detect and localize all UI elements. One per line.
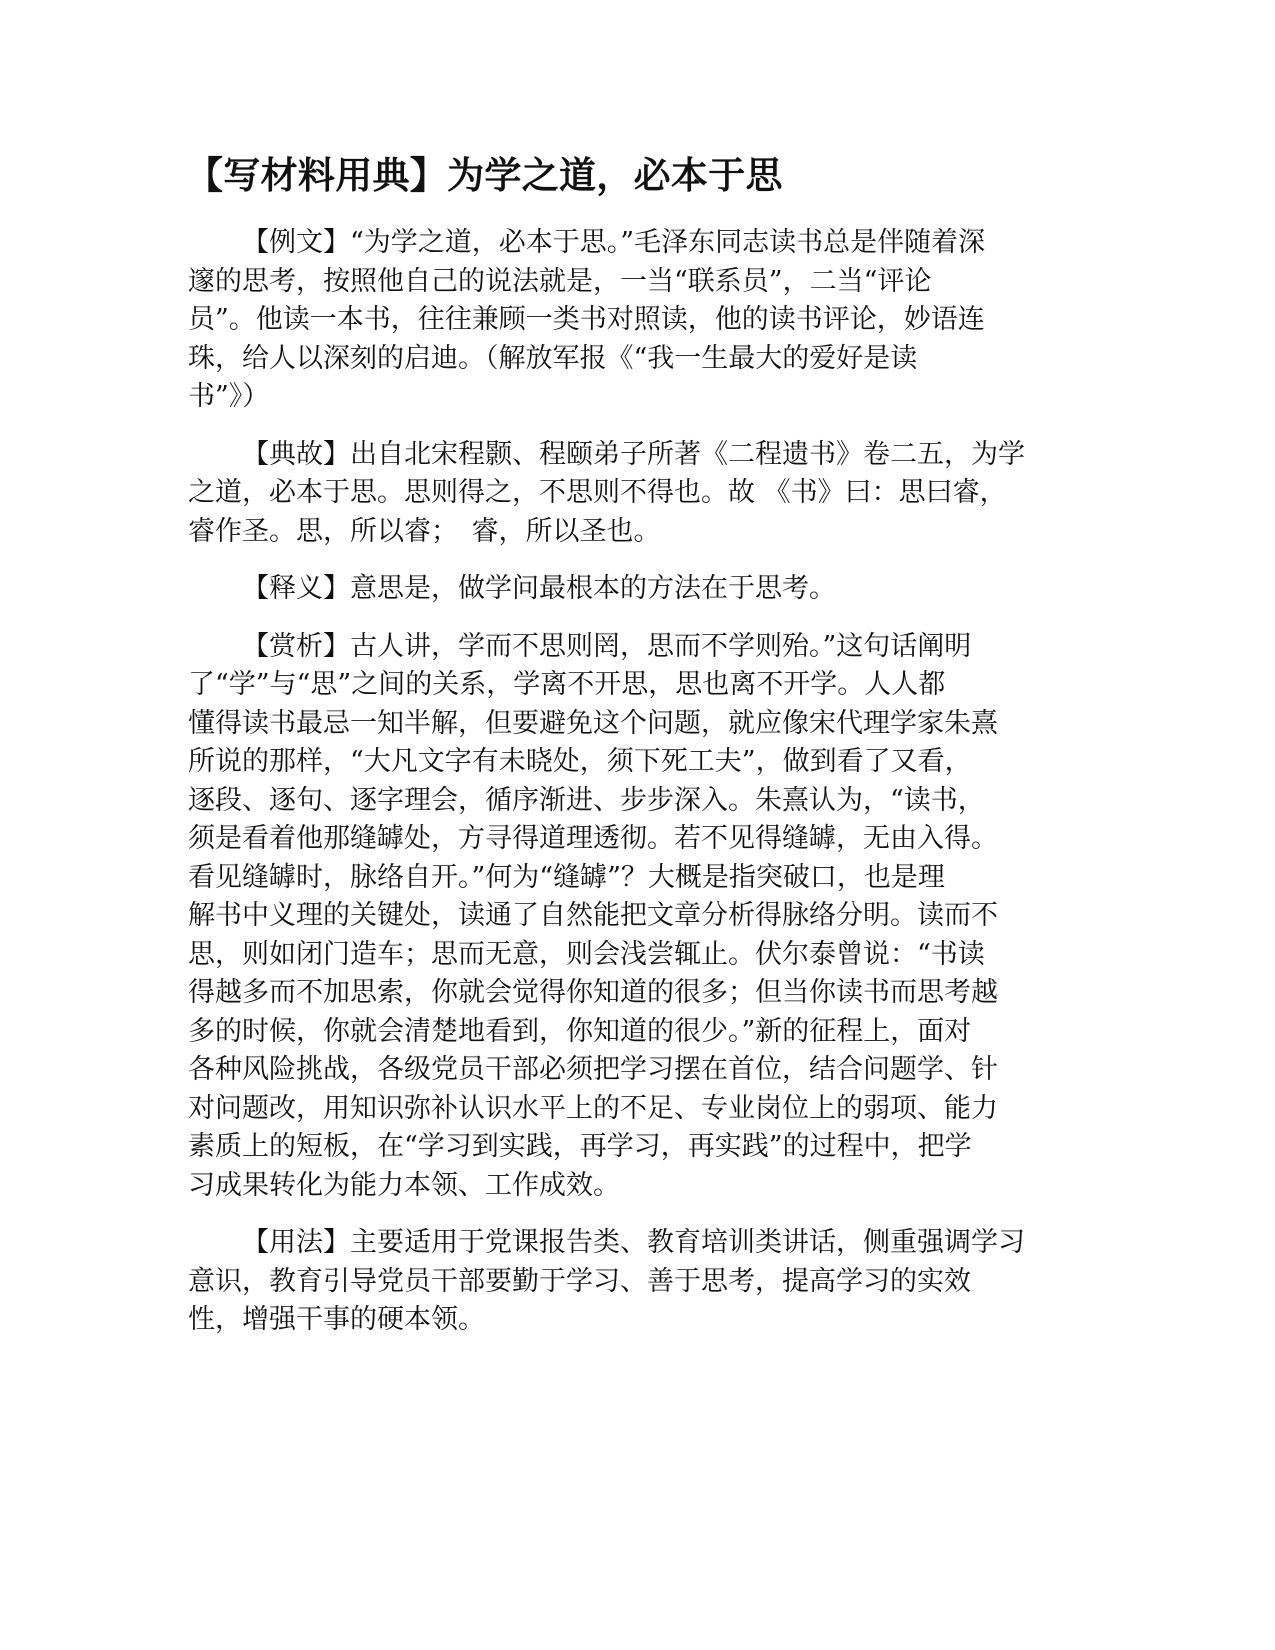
paragraph-line: 解书中义理的关键处，读通了自然能把文章分析得脉络分明。读而不 (188, 900, 998, 931)
paragraph-line: 意识，教育引导党员干部要勤于学习、善于思考，提高学习的实效 (188, 1265, 971, 1297)
document-title: 【写材料用典】为学之道，必本于思 (186, 154, 783, 197)
paragraph-line: 素质上的短板，在“学习到实践，再学习，再实践”的过程中，把学 (188, 1131, 972, 1162)
paragraph-example (188, 224, 1078, 417)
paragraph-line: 性，增强干事的硬本领。 (188, 1304, 485, 1335)
paragraph-line: 看见缝罅时，脉络自开。”何为“缝罅”？大概是指突破口，也是理 (188, 861, 945, 893)
paragraph-line: 思，则如闭门造车；思而无意，则会浅尝辄止。伏尔泰曾说：“书读 (188, 938, 985, 970)
paragraph-line: 珠，给人以深刻的启迪。（解放军报《“我一生最大的爱好是读 (188, 342, 918, 374)
paragraph-line: 邃的思考，按照他自己的说法就是，一当“联系员”，二当“评论 (188, 265, 932, 297)
paragraph-line: 多的时候，你就会清楚地看到，你知道的很少。”新的征程上，面对 (188, 1015, 972, 1047)
paragraph-line: 得越多而不加思索，你就会觉得你知道的很多；但当你读书而思考越 (188, 977, 998, 1008)
paragraph-analysis (188, 628, 1078, 1206)
paragraph-line: 所说的那样，“大凡文字有未晓处，须下死工夫”，做到看了又看， (188, 746, 972, 777)
paragraph-usage (188, 1224, 1078, 1340)
paragraph-meaning (188, 570, 1078, 609)
paragraph-line: 了“学”与“思”之间的关系，学离不开思，思也离不开学。人人都 (188, 669, 946, 700)
paragraph-line: 各种风险挑战，各级党员干部必须把学习摆在首位，结合问题学、针 (188, 1054, 998, 1085)
document-body (188, 224, 1078, 1359)
paragraph-line: 【用法】主要适用于党课报告类、教育培训类讲话，侧重强调学习 (242, 1227, 1025, 1258)
paragraph-line: 【释义】意思是，做学问最根本的方法在于思考。 (242, 573, 836, 604)
paragraph-line: 逐段、逐句、逐字理会，循序渐进、步步深入。朱熹认为，“读书， (188, 784, 985, 816)
paragraph-line: 对问题改，用知识弥补认识水平上的不足、专业岗位上的弱项、能力 (188, 1092, 998, 1124)
paragraph-line: 之道，必本于思。思则得之，不思则不得也。故 《书》曰：思曰睿， (188, 477, 1007, 508)
paragraph-line: 睿作圣。思，所以睿； 睿，所以圣也。 (188, 515, 661, 547)
paragraph-line: 须是看着他那缝罅处，方寻得道理透彻。若不见得缝罅，无由入得。 (188, 823, 998, 854)
paragraph-allusion (188, 436, 1078, 552)
paragraph-line: 【例文】“为学之道，必本于思。”毛泽东同志读书总是伴随着深 (242, 227, 986, 258)
paragraph-line: 书”》） (188, 381, 270, 412)
paragraph-line: 【典故】出自北宋程颢、程颐弟子所著《二程遗书》卷二五，为学 (242, 438, 1025, 470)
paragraph-line: 员”。他读一本书，往往兼顾一类书对照读，他的读书评论，妙语连 (188, 304, 985, 335)
paragraph-line: 习成果转化为能力本领、工作成效。 (188, 1169, 620, 1201)
paragraph-line: 【赏析】古人讲，学而不思则罔，思而不学则殆。”这句话阐明 (242, 630, 972, 662)
paragraph-line: 懂得读书最忌一知半解，但要避免这个问题，就应像宋代理学家朱熹 (188, 707, 998, 739)
